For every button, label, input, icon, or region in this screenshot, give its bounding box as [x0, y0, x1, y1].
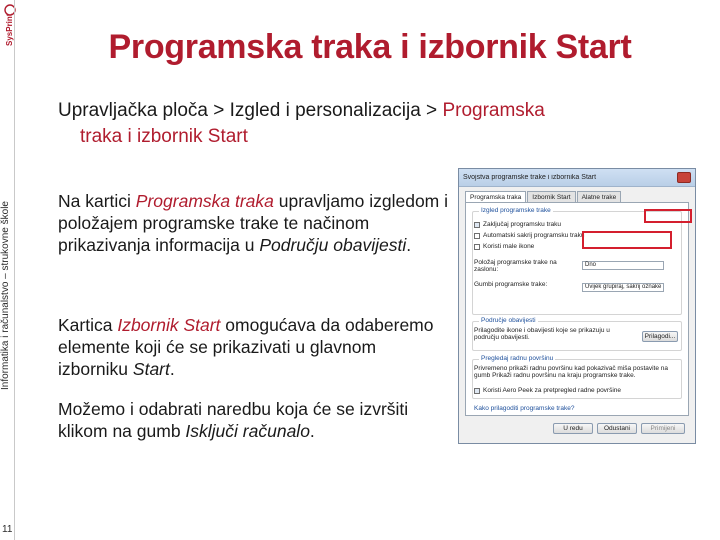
- buttons-value: Uvijek grupiraj, sakrij oznake: [585, 284, 662, 290]
- svg-text:SysPrint: SysPrint: [5, 13, 14, 46]
- check-autohide[interactable]: [474, 232, 585, 239]
- aero-peek-text: [474, 365, 670, 379]
- highlight-box-2: [582, 231, 672, 249]
- location-value: Dno: [585, 262, 597, 268]
- group-label: Pregledaj radnu površinu: [481, 355, 554, 362]
- highlight-izbornik-start: Izbornik Start: [117, 315, 221, 335]
- italic-podrucju-obavijesti: Području obavijesti: [259, 235, 407, 255]
- text: .: [309, 421, 315, 441]
- aero-peek-text-value: Privremeno prikaži radnu površinu kad pokazivač miša postavite na gumb Prikaži radnu površinu na kraju programske trake.: [474, 365, 669, 379]
- help-link[interactable]: Kako prilagoditi programske trake?: [474, 405, 575, 412]
- location-dropdown[interactable]: [582, 261, 664, 270]
- taskbar-properties-dialog: [458, 168, 696, 444]
- subtitle-highlight-b: traka i izbornik Start: [80, 126, 248, 147]
- tab-taskbar[interactable]: Programska traka: [465, 191, 526, 203]
- text: Kartica: [58, 315, 118, 335]
- check-label: Koristi male ikone: [483, 243, 535, 250]
- buttons-dropdown[interactable]: [582, 283, 664, 292]
- notification-text: [474, 327, 614, 341]
- paragraph-taskbar: [58, 190, 448, 256]
- cancel-button[interactable]: Odustani: [597, 423, 637, 434]
- sysprint-logo: [2, 4, 18, 48]
- buttons-label-text: Gumbi programske trake:: [474, 281, 548, 288]
- check-label: Zaključaj programsku traku: [483, 221, 562, 228]
- text: .: [169, 359, 175, 379]
- checkbox[interactable]: [474, 222, 480, 228]
- sidebar: [0, 0, 22, 540]
- subtitle-path: Upravljačka ploča > Izgled i personalizacija >: [58, 100, 443, 121]
- notification-text-value: Prilagodite ikone i obavijesti koje se prikazuju u području obavijesti.: [474, 327, 610, 341]
- paragraph-shutdown: [58, 398, 448, 442]
- italic-start: Start: [132, 359, 170, 379]
- highlight-box-1: [644, 209, 692, 223]
- close-icon[interactable]: [677, 172, 691, 183]
- check-label: Koristi Aero Peek za pretpregled radne površine: [483, 387, 622, 394]
- check-aero-peek[interactable]: [474, 387, 621, 394]
- check-label: Automatski sakrij programsku traku: [483, 232, 585, 239]
- apply-button[interactable]: Primijeni: [641, 423, 685, 434]
- dialog-titlebar: [459, 169, 695, 187]
- buttons-label: [474, 281, 564, 288]
- dialog-panel: [465, 202, 689, 416]
- sidebar-vertical-text: Informatika i računalstvo – strukovne škole: [0, 201, 11, 390]
- paragraph-start-menu: [58, 314, 448, 380]
- italic-iskljuci-racunalo: Isključi računalo: [185, 421, 310, 441]
- ok-button[interactable]: U redu: [553, 423, 593, 434]
- text: Možemo i odabrati naredbu koja će se izvršiti klikom na gumb: [58, 399, 409, 441]
- location-label-text: Položaj programske trake na zaslonu:: [474, 259, 557, 273]
- checkbox[interactable]: [474, 233, 480, 239]
- subtitle: [58, 98, 688, 150]
- checkbox[interactable]: [474, 388, 480, 394]
- slide-title: Programska traka i izbornik Start: [108, 28, 632, 66]
- location-label: [474, 259, 564, 273]
- group-label: Izgled programske trake: [481, 207, 551, 214]
- text: .: [406, 235, 412, 255]
- customize-button[interactable]: Prilagodi...: [642, 331, 678, 342]
- sidebar-divider: [14, 0, 15, 540]
- check-small-icons[interactable]: [474, 243, 534, 250]
- checkbox[interactable]: [474, 244, 480, 250]
- dialog-title: Svojstva programske trake i izbornika Start: [463, 174, 597, 181]
- highlight-programska-traka: Programska traka: [135, 191, 274, 211]
- check-lock-taskbar[interactable]: [474, 221, 561, 228]
- group-label: Područje obavijesti: [481, 317, 536, 324]
- tab-start-menu[interactable]: Izbornik Start: [527, 191, 575, 203]
- text: omogućava da odaberemo elemente koji će se prikazivati u glavnom izborniku: [58, 315, 434, 379]
- subtitle-highlight-a: Programska: [442, 100, 545, 121]
- text: Na kartici: [58, 191, 136, 211]
- page-number: 11: [2, 524, 13, 535]
- tab-toolbars[interactable]: Alatne trake: [577, 191, 622, 203]
- text: upravljamo izgledom i položajem programske trake te načinom prikazivanja informacija u: [58, 191, 449, 255]
